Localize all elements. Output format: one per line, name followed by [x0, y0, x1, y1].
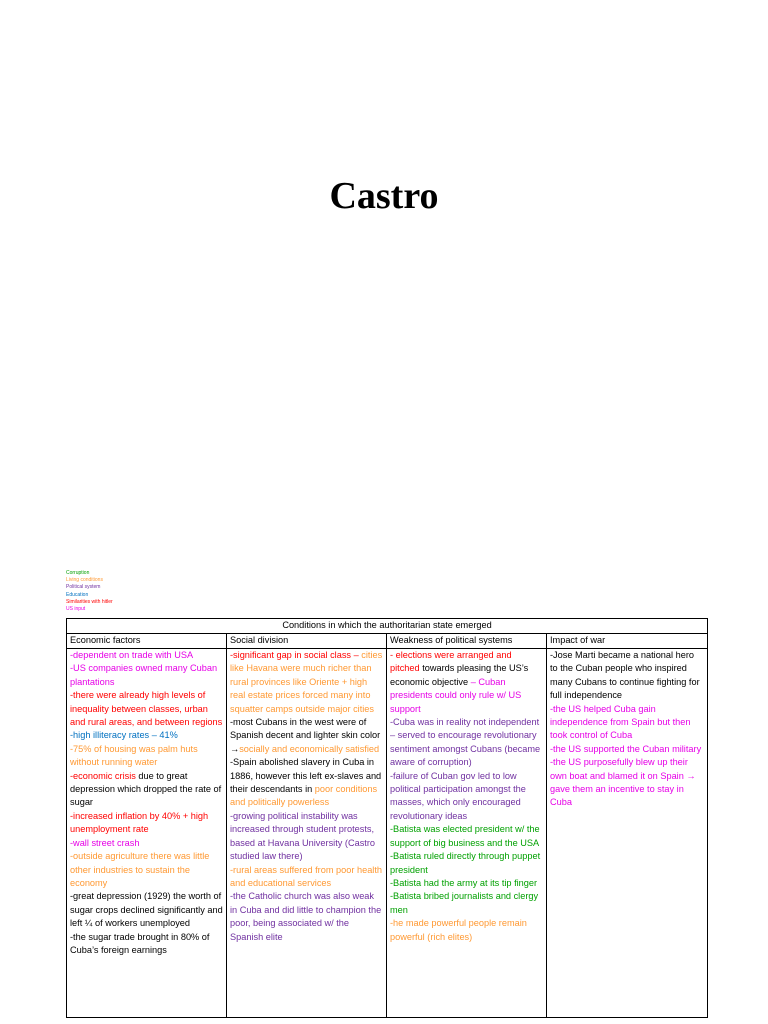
bullet-point [390, 823, 543, 850]
bullet-text-segment: -Spain abolished slavery in Cuba in 1886, however this left ex-slaves and their descendants in [230, 757, 382, 795]
bullet-text-segment: -rural areas suffered from poor health and educational services [230, 864, 383, 888]
bullet-text-segment: -the sugar trade brought in 80% of Cuba’s foreign earnings [70, 931, 210, 955]
bullet-point [390, 877, 543, 890]
cell-impact-of-war [547, 649, 708, 1018]
bullet-point [390, 770, 543, 824]
bullet-point [70, 810, 223, 837]
bullet-text-segment: cities like Havana were much richer than rural provinces like Oriente + high real estate prices forced many into squatter camps outside major cities [230, 650, 383, 714]
column-header-economic-factors: Economic factors [67, 634, 227, 649]
bullet-text-segment: -75% of housing was palm huts without running water [70, 743, 198, 768]
bullet-text-segment: -great depression (1929) the worth of sugar crops declined significantly and left ¼ of workers unemployed [70, 891, 223, 929]
bullet-point [230, 864, 383, 891]
bullet-text-segment: poor conditions and politically powerless [230, 784, 378, 808]
bullet-text-segment: -the US purposefully blew up their own boat and blamed it on Spain [550, 757, 688, 781]
bullet-text-segment: -Batista ruled directly through puppet president [390, 851, 541, 875]
bullet-text-segment: → [230, 743, 240, 754]
bullet-point [230, 716, 383, 756]
bullet-point [230, 756, 383, 810]
bullet-point [230, 649, 383, 716]
legend-item: US input [66, 606, 86, 613]
bullet-point [70, 662, 223, 689]
bullet-point [390, 649, 543, 716]
bullet-text-segment: → [686, 770, 696, 781]
bullet-text-segment: -the US helped Cuba gain independence from Spain but then took control of Cuba [550, 703, 691, 741]
conditions-table [66, 618, 708, 1018]
bullet-point [390, 850, 543, 877]
bullet-point [390, 716, 543, 770]
bullet-text-segment: -increased inflation by 40% + high unemployment rate [70, 810, 209, 835]
column-header-weakness-of-political-systems: Weakness of political systems [387, 634, 547, 649]
bullet-text-segment: socially and economically satisfied [239, 743, 380, 754]
column-header-social-division: Social division [227, 634, 387, 649]
bullet-text-segment: -outside agriculture there was little other industries to sustain the economy [70, 851, 210, 888]
legend-item: Political system [66, 584, 101, 591]
cell-economic-factors [67, 649, 227, 1018]
bullet-text-segment: -failure of Cuban gov led to low political participation amongst the masses, which only encouraged revolutionary ideas [390, 770, 526, 821]
color-legend [66, 570, 113, 613]
bullet-text-segment: -US companies owned many Cuban plantations [70, 663, 218, 687]
bullet-point [550, 756, 704, 810]
bullet-text-segment: -significant gap in social class – [230, 650, 359, 660]
bullet-text-segment: -high illiteracy rates – 41% [70, 730, 178, 741]
bullet-point [550, 703, 704, 743]
legend-item: Living conditions [66, 577, 103, 584]
legend-item: Corruption [66, 570, 90, 576]
bullet-text-segment: -most Cubans in the west were of Spanish decent and lighter skin color [230, 717, 381, 741]
bullet-text-segment: -economic crisis [70, 770, 136, 781]
legend-item: Education [66, 591, 89, 598]
bullet-text-segment: due to great depression which dropped the rate of sugar [70, 770, 222, 808]
bullet-text-segment: - elections were arranged and pitched [390, 650, 512, 674]
bullet-point [70, 931, 223, 958]
bullet-point [70, 850, 223, 890]
bullet-text-segment: -the US supported the Cuban military [550, 743, 702, 754]
bullet-text-segment: -there were already high levels of inequality between classes, urban and rural areas, and between regions [70, 690, 223, 728]
bullet-text-segment: -Batista bribed journalists and clergy men [390, 891, 539, 915]
bullet-text-segment: -dependent on trade with USA [70, 650, 194, 660]
table-caption: Conditions in which the authoritarian state emerged [67, 619, 708, 634]
column-header-impact-of-war: Impact of war [547, 634, 708, 649]
bullet-point [390, 890, 543, 917]
cell-weakness-of-political-systems [387, 649, 547, 1018]
bullet-point [70, 770, 223, 810]
bullet-point [550, 743, 704, 756]
bullet-text-segment: -Batista was elected president w/ the support of big business and the USA [390, 824, 540, 848]
bullet-point [230, 810, 383, 864]
bullet-text-segment: -growing political instability was increased through student protests, based at Havana University (Castro studied law there) [230, 810, 376, 862]
bullet-point [390, 917, 543, 944]
bullet-text-segment: -Cuba was in reality not independent – served to encourage revolutionary sentiment amongst Cubans (became aware of corruption) [390, 717, 541, 768]
legend-item: Similarities with hitler [66, 598, 113, 605]
bullet-point [230, 890, 383, 944]
bullet-text-segment: -Batista had the army at its tip finger [390, 877, 538, 888]
bullet-text-segment: -he made powerful people remain powerful (rich elites) [390, 918, 527, 942]
bullet-text-segment: gave them an incentive to stay in Cuba [550, 784, 684, 808]
bullet-text-segment: – Cuban presidents could only rule w/ US support [390, 676, 522, 714]
bullet-text-segment: towards pleasing the US’s economic objective [390, 663, 529, 687]
bullet-point [70, 649, 223, 662]
bullet-text-segment: -Jose Marti became a national hero to the Cuban people who inspired many Cubans to continue fighting for full independence [550, 650, 700, 701]
bullet-point [70, 837, 223, 850]
bullet-point [70, 729, 223, 742]
bullet-text-segment: -wall street crash [70, 837, 140, 848]
bullet-point [550, 649, 704, 703]
bullet-point [70, 743, 223, 770]
bullet-point [70, 890, 223, 930]
cell-social-division [227, 649, 387, 1018]
document-title: Castro [329, 175, 439, 217]
bullet-point [70, 689, 223, 729]
bullet-text-segment: -the Catholic church was also weak in Cuba and did little to champion the poor, being associated w/ the Spanish elite [230, 891, 382, 942]
